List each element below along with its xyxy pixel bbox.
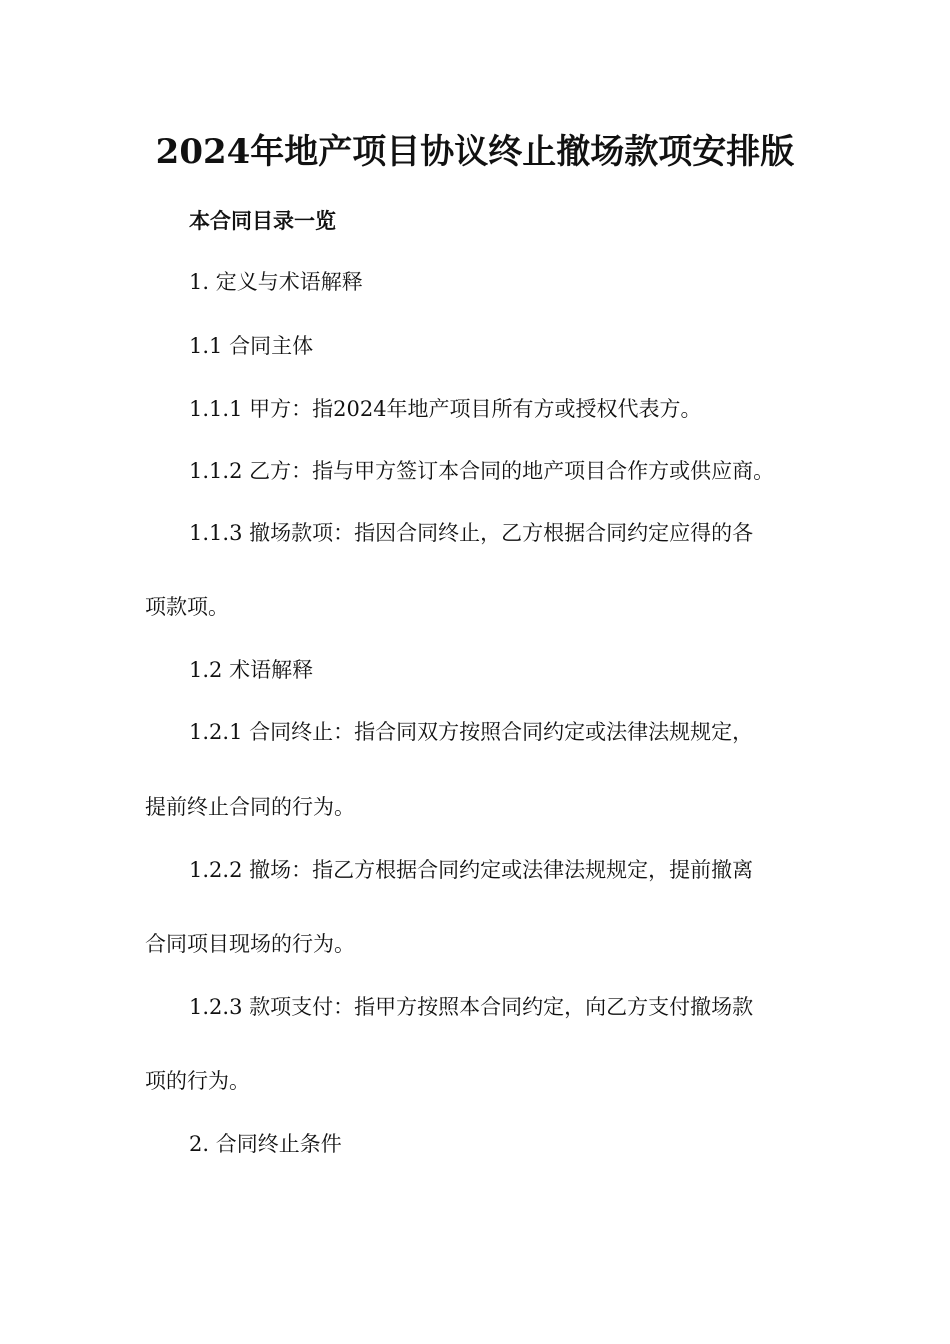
toc-line-1-2-3: 1.2.3 款项支付：指甲方按照本合同约定，向乙方支付撤场款 — [189, 995, 754, 1019]
toc-line-1: 1. 定义与术语解释 — [189, 270, 363, 294]
toc-line-1-2: 1.2 术语解释 — [189, 658, 314, 682]
toc-line-1-2-2-cont: 合同项目现场的行为。 — [145, 932, 355, 956]
toc-heading: 本合同目录一览 — [189, 208, 336, 233]
toc-line-1-1-3: 1.1.3 撤场款项：指因合同终止，乙方根据合同约定应得的各 — [189, 521, 754, 545]
toc-line-2: 2. 合同终止条件 — [189, 1132, 342, 1156]
toc-line-1-2-1: 1.2.1 合同终止：指合同双方按照合同约定或法律法规规定， — [189, 720, 754, 744]
toc-line-1-1-1: 1.1.1 甲方：指2024年地产项目所有方或授权代表方。 — [189, 397, 702, 421]
toc-line-1-1: 1.1 合同主体 — [189, 334, 314, 358]
toc-line-1-2-1-cont: 提前终止合同的行为。 — [145, 795, 355, 819]
toc-line-1-2-2: 1.2.2 撤场：指乙方根据合同约定或法律法规规定，提前撤离 — [189, 858, 754, 882]
toc-line-1-2-3-cont: 项的行为。 — [145, 1069, 250, 1093]
document-title: 2024年地产项目协议终止撤场款项安排版 — [155, 132, 795, 172]
toc-line-1-1-2: 1.1.2 乙方：指与甲方签订本合同的地产项目合作方或供应商。 — [189, 459, 775, 483]
toc-line-1-1-3-cont: 项款项。 — [145, 595, 229, 619]
